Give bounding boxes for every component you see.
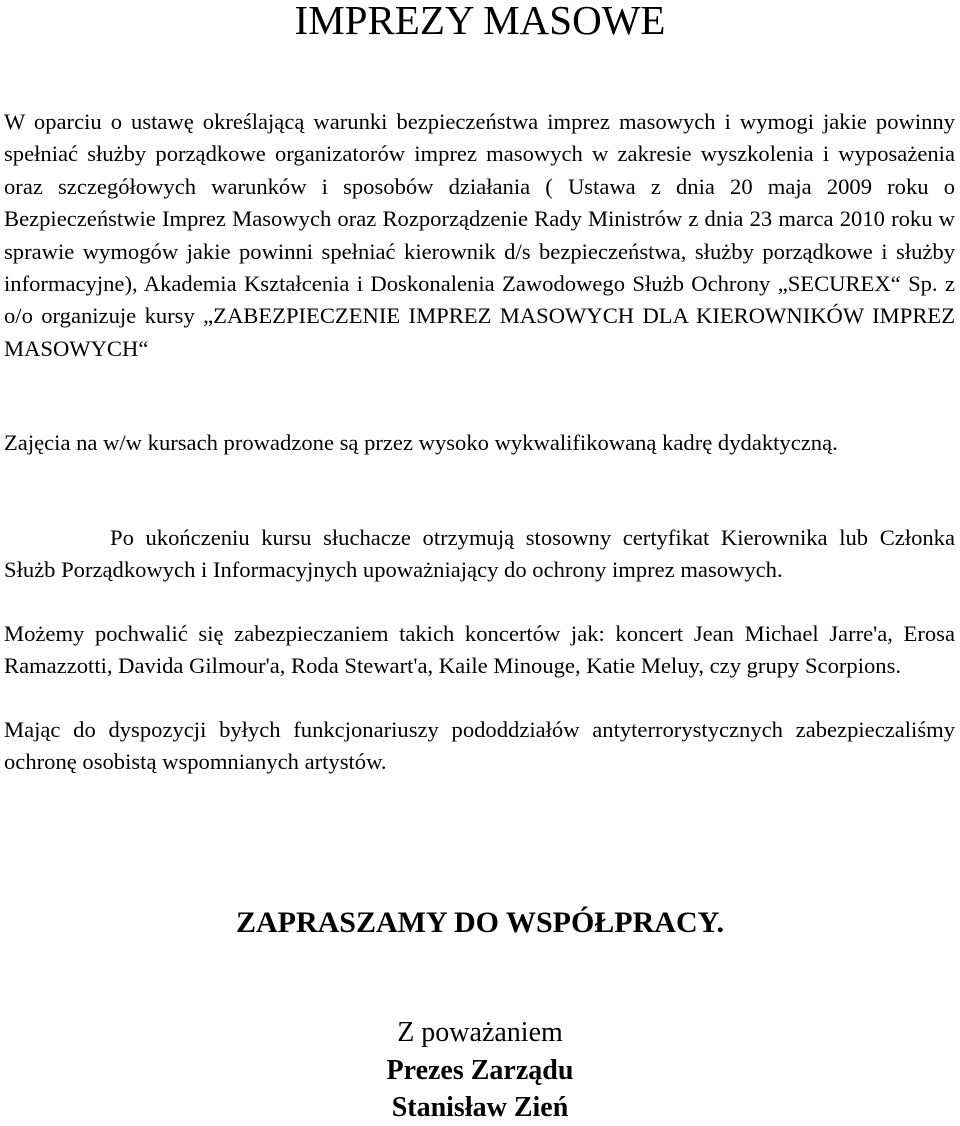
paragraph-concerts: Możemy pochwalić się zabezpieczaniem takich koncertów jak: koncert Jean Michael Jarre'a, Erosa Ramazzotti, Davida Gilmour'a, Roda Stewart'a, Kaile Minouge, Katie Meluy, czy grupy Scorpions.	[4, 621, 955, 679]
document-title: IMPREZY MASOWE	[294, 0, 666, 43]
paragraph-legal-basis: W oparciu o ustawę określającą warunki bezpieczeństwa imprez masowych i wymogi jakie powinny spełniać służby porządkowe organizatorów imprez masowych w zakresie wyszkolenia i wyposażenia oraz szczegółowych warunków i sposobów działania ( Ustawa z dnia 20 maja 2009 roku o Bezpieczeństwie Imprez Masowych oraz Rozporządzenie Rady Ministrów z dnia 23 marca 2010 roku w sprawie wymogów jakie powinni spełniać kierownik d/s bezpieczeństwa, służby porządkowe i służby informacyjne), Akademia Kształcenia i Doskonalenia Zawodowego Służb Ochrony „SECUREX“ Sp. z o/o organizuje kursy „ZABEZPIECZENIE IMPREZ MASOWYCH DLA KIEROWNIKÓW IMPREZ MASOWYCH“	[4, 109, 955, 361]
paragraph-instructors: Zajęcia na w/w kursach prowadzone są przez wysoko wykwalifikowaną kadrę dydaktyczną.	[4, 430, 838, 455]
signature-closing: Z poważaniem	[397, 1017, 563, 1048]
signature-position: Prezes Zarządu	[386, 1055, 574, 1086]
paragraph-certificate: Po ukończeniu kursu słuchacze otrzymują stosowny certyfikat Kierownika lub Członka Służb Porządkowych i Informacyjnych upoważniający do ochrony imprez masowych.	[4, 525, 955, 583]
paragraph-personal-protection: Mając do dyspozycji byłych funkcjonariuszy pododdziałów antyterrorystycznych zabezpieczaliśmy ochronę osobistą wspomnianych artystów.	[4, 717, 955, 775]
invitation-heading: ZAPRASZAMY DO WSPÓŁPRACY.	[235, 906, 725, 939]
signature-name: Stanisław Zień	[391, 1092, 569, 1123]
